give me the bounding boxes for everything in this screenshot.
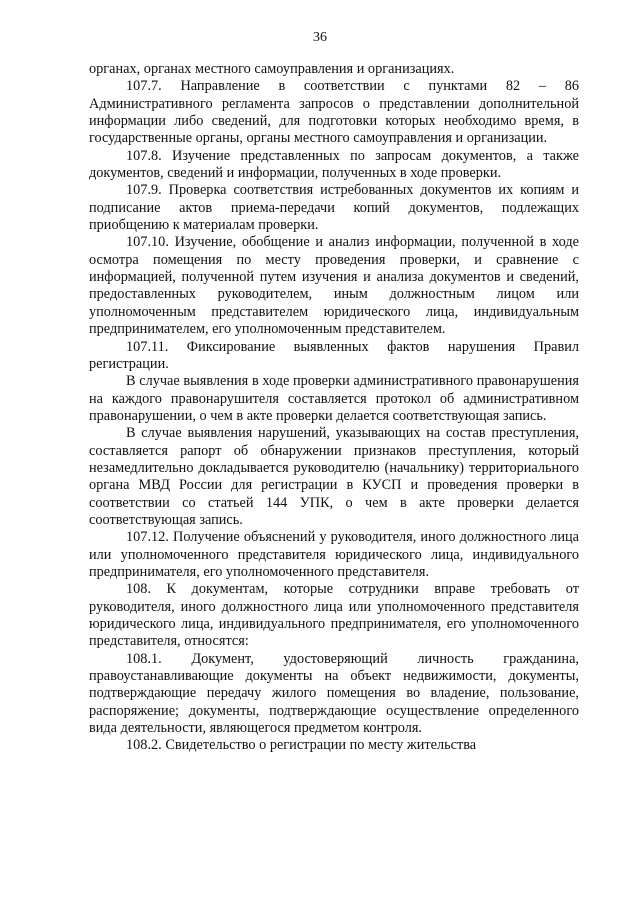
document-body xyxy=(89,61,579,755)
paragraph-107-10: 107.10. Изучение, обобщение и анализ информации, полученной в ходе осмотра помещения по месту проведения проверки, и сравнение с информацией, полученной путем изучения и анализа документов и сведений, предоставленных руководителем, иным должностным лицом или уполномоченным представителем юридического лица, индивидуальным предпринимателем, его уполномоченным представителем. xyxy=(89,234,579,338)
paragraph-crime-signs: В случае выявления нарушений, указывающих на состав преступления, составляется рапорт об обнаружении признаков преступления, который незамедлительно докладывается руководителю (начальнику) территориального органа МВД России для регистрации в КУСП и проведения проверки в соответствии со статьей 144 УПК, о чем в акте проверки делается соответствующая запись. xyxy=(89,425,579,528)
page-number: 36 xyxy=(313,30,327,45)
paragraph-107-12: 107.12. Получение объяснений у руководителя, иного должностного лица или уполномоченного представителя юридического лица, индивидуального предпринимателя, его уполномоченного представителя. xyxy=(89,529,579,580)
paragraph-107-8: 107.8. Изучение представленных по запросам документов, а также документов, сведений и информации, полученных в ходе проверки. xyxy=(89,147,579,182)
paragraph-108-2: 108.2. Свидетельство о регистрации по месту жительства xyxy=(126,737,477,754)
paragraph-administrative-offense: В случае выявления в ходе проверки административного правонарушения на каждого правонарушителя составляется протокол об административном правонарушении, о чем в акте проверки делается соответствующая запись. xyxy=(89,373,579,424)
paragraph-continuation: органах, органах местного самоуправления и организациях. xyxy=(89,61,455,77)
paragraph-108: 108. К документам, которые сотрудники вправе требовать от руководителя, иного должностного лица или уполномоченного представителя юридического лица, индивидуального предпринимателя, его уполномоченного представителя, относятся: xyxy=(89,581,579,650)
paragraph-107-9: 107.9. Проверка соответствия истребованных документов их копиям и подписание актов приема-передачи копий документов, подлежащих приобщению к материалам проверки. xyxy=(89,182,579,234)
paragraph-107-11: 107.11. Фиксирование выявленных фактов нарушения Правил регистрации. xyxy=(89,338,579,372)
paragraph-108-1: 108.1. Документ, удостоверяющий личность гражданина, правоустанавливающие документы на объект недвижимости, документы, подтверждающие передачу жилого помещения во владение, пользование, распоряжение; документы, подтверждающие осуществление определенного вида деятельности, являющегося предметом контроля. xyxy=(89,650,579,737)
paragraph-107-7: 107.7. Направление в соответствии с пунктами 82 – 86 Административного регламента запросов о представлении дополнительной информации либо сведений, для подготовки которых необходимо время, в государственные органы, органы местного самоуправления и организации. xyxy=(89,78,579,147)
